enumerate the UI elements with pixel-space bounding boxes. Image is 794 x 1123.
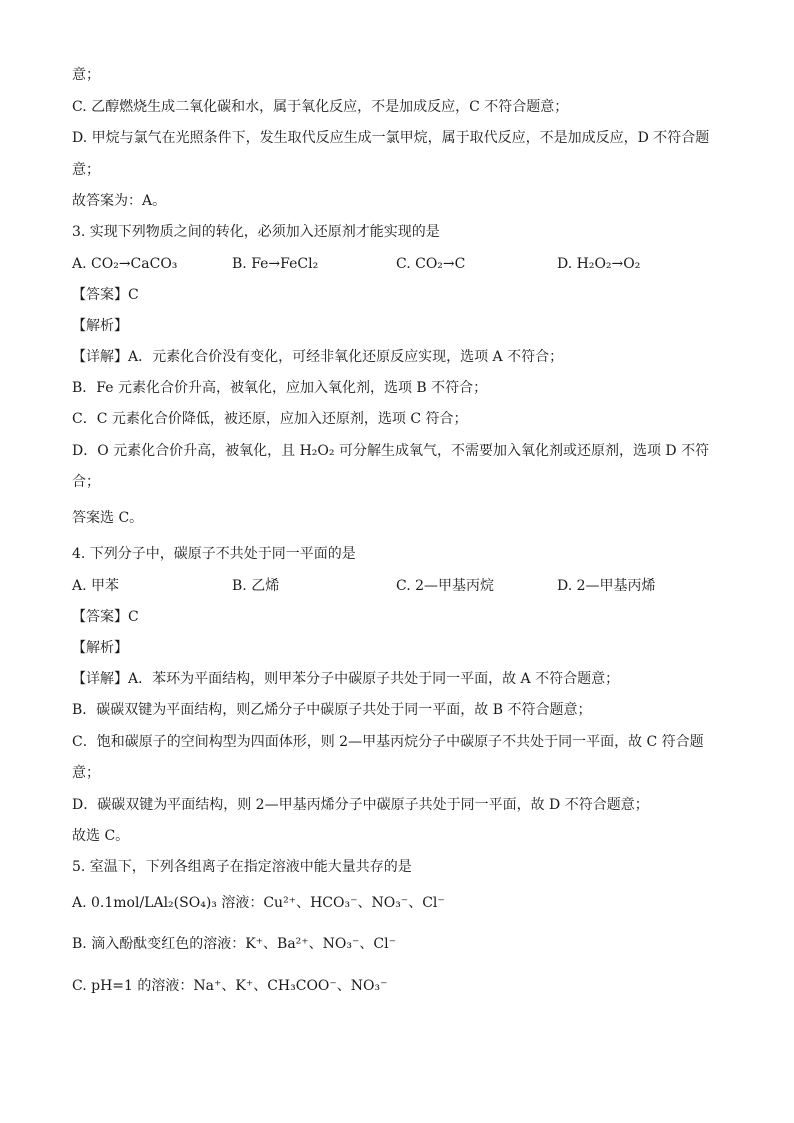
q3-option-a: A. CO₂→CaCO₃ (72, 256, 178, 272)
q3-option-d: D. H₂O₂→O₂ (557, 256, 641, 272)
q5-option-b: B. 滴入酚酞变红色的溶液：K⁺、Ba²⁺、NO₃⁻、Cl⁻ (72, 936, 396, 952)
q5-stem: 5. 室温下，下列各组离子在指定溶液中能大量共存的是 (72, 859, 412, 875)
q3-explanation-a: 【详解】A．元素化合价没有变化，可经非氧化还原反应实现，选项 A 不符合； (72, 349, 564, 365)
q2-option-c-explanation: C. 乙醇燃烧生成二氧化碳和水，属于氧化反应，不是加成反应，C 不符合题意； (72, 99, 569, 115)
q4-option-b: B. 乙烯 (232, 578, 280, 594)
q3-stem: 3. 实现下列物质之间的转化，必须加入还原剂才能实现的是 (72, 224, 440, 240)
q2-option-d-explanation-cont: 意； (72, 162, 100, 178)
q3-option-b: B. Fe→FeCl₂ (232, 256, 319, 272)
q4-option-a: A. 甲苯 (72, 578, 120, 594)
q4-explanation-d: D．碳碳双键为平面结构，则 2—甲基丙烯分子中碳原子共处于同一平面，故 D 不符合题意； (72, 797, 649, 813)
q4-option-c: C. 2—甲基丙烷 (396, 578, 495, 594)
q4-option-d: D. 2—甲基丙烯 (557, 578, 656, 594)
q4-final-answer: 故选 C。 (72, 828, 130, 844)
q2-final-answer: 故答案为：A。 (72, 193, 167, 209)
q4-analysis-tag: 【解析】 (72, 640, 128, 656)
q5-option-a: A. 0.1mol/LAl₂(SO₄)₃ 溶液：Cu²⁺、HCO₃⁻、NO₃⁻、Cl⁻ (72, 895, 445, 911)
q3-explanation-d-cont: 合； (72, 474, 100, 490)
q3-explanation-c: C．C 元素化合价降低，被还原，应加入还原剂，选项 C 符合； (72, 411, 468, 427)
q3-option-c: C. CO₂→C (396, 256, 466, 272)
q4-explanation-a: 【详解】A．苯环为平面结构，则甲苯分子中碳原子共处于同一平面，故 A 不符合题意； (72, 671, 620, 687)
q3-answer-tag: 【答案】C (72, 287, 139, 303)
q3-analysis-tag: 【解析】 (72, 318, 128, 334)
q4-stem: 4. 下列分子中，碳原子不共处于同一平面的是 (72, 546, 356, 562)
q4-answer-tag: 【答案】C (72, 609, 139, 625)
q5-option-c: C. pH=1 的溶液：Na⁺、K⁺、CH₃COO⁻、NO₃⁻ (72, 978, 388, 994)
q2-option-d-explanation: D. 甲烷与氯气在光照条件下，发生取代反应生成一氯甲烷，属于取代反应，不是加成反应，D 不符合题 (72, 130, 710, 146)
q3-explanation-d: D．O 元素化合价升高，被氧化，且 H₂O₂ 可分解生成氧气，不需要加入氧化剂或还原剂，选项 D 不符 (72, 443, 710, 459)
q3-explanation-b: B．Fe 元素化合价升高，被氧化，应加入氧化剂，选项 B 不符合； (72, 380, 488, 396)
q4-explanation-b: B．碳碳双键为平面结构，则乙烯分子中碳原子共处于同一平面，故 B 不符合题意； (72, 702, 592, 718)
q2-text-tail: 意； (72, 67, 100, 83)
q3-final-answer: 答案选 C。 (72, 510, 144, 526)
q4-explanation-c: C．饱和碳原子的空间构型为四面体形，则 2—甲基丙烷分子中碳原子不共处于同一平面，故 C 符合题 (72, 734, 704, 750)
q4-explanation-c-cont: 意； (72, 765, 100, 781)
